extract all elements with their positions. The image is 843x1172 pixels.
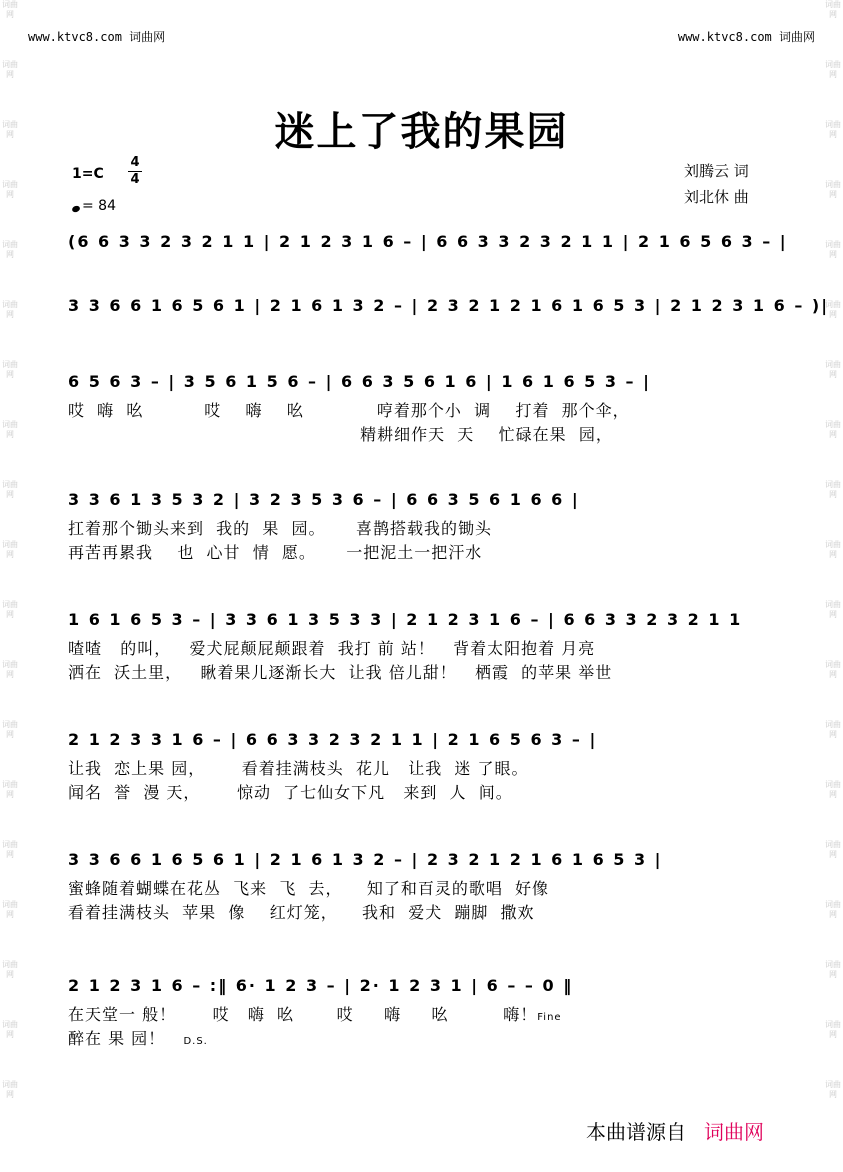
footer-source-text: 本曲谱源自 (586, 1120, 686, 1144)
fine-mark: Fine (537, 1012, 562, 1023)
lyric-line-2: 洒在 沃土里， 瞅着果儿逐渐长大 让我 倍儿甜！ 栖霞 的苹果 举世 (68, 663, 613, 682)
tempo-marking (72, 198, 116, 214)
score-system-4 (68, 490, 778, 564)
score-system-7 (68, 850, 778, 924)
lyric-text: 在天堂一 般！ 哎 嗨 吆 哎 嗨 吆 嗨！ (68, 1005, 538, 1024)
music-line: 3 3 6 6 1 6 5 6 1 | 2 1 6 1 3 2 – | 2 3 2 1 2 1 6 1 6 5 3 | (68, 850, 663, 869)
score-system-1 (68, 232, 788, 258)
lyric-line-2: 闻名 誉 漫 天， 惊动 了七仙女下凡 来到 人 间。 (68, 783, 513, 802)
lyric-line-1: 蜜蜂随着蝴蝶在花丛 飞来 飞 去， 知了和百灵的歌唱 好像 (68, 879, 550, 898)
credits (684, 158, 749, 210)
music-line: 3 3 6 1 3 5 3 2 | 3 2 3 5 3 6 – | 6 6 3 5 6 1 6 6 | (68, 490, 580, 509)
composer: 刘北休 曲 (684, 188, 749, 206)
score-system-3 (68, 372, 778, 446)
watermark-side-left: 词曲网 词曲网 词曲网 词曲网 词曲网 词曲网 词曲网 词曲网 词曲网 词曲网 词曲网 词曲网 词曲网 词曲网 词曲网 词曲网 词曲网 词曲网 词曲网 (2, 0, 18, 1099)
score-system-5 (68, 610, 778, 684)
tempo-value: = 84 (82, 198, 116, 214)
score-system-6 (68, 730, 778, 804)
music-line (68, 976, 778, 1002)
lyricist: 刘腾云 词 (684, 162, 749, 180)
footer-source (586, 1116, 764, 1145)
lyric-line-1: 喳喳 的叫， 爱犬屁颠屁颠跟着 我打 前 站！ 背着太阳抱着 月亮 (68, 639, 596, 658)
lyric-text: 醉在 果 园！ (68, 1029, 166, 1048)
key-signature: 1=C (72, 166, 104, 182)
music-notes: 2 1 2 3 1 6 – :‖ 6· 1 2 3 – | 2· 1 2 3 1 | 6 – – 0 ‖ (68, 976, 574, 995)
score-system-8 (68, 976, 778, 1050)
music-line: 3 3 6 6 1 6 5 6 1 | 2 1 6 1 3 2 – | 2 3 2 1 2 1 6 1 6 5 3 | 2 1 2 3 1 6 – )| (68, 296, 830, 315)
lyric-line-1 (68, 1002, 778, 1026)
site-url-right[interactable]: www.ktvc8.com 词曲网 (677, 30, 815, 44)
lyric-line-1: 哎 嗨 吆 哎 嗨 吆 哼着那个小 调 打着 那个伞， (68, 401, 630, 420)
lyric-line-2 (68, 1026, 778, 1050)
time-signature (128, 156, 142, 187)
time-signature-bottom: 4 (130, 172, 140, 187)
site-url-left[interactable]: www.ktvc8.com 词曲网 (28, 30, 166, 44)
footer-brand-link[interactable]: 词曲网 (704, 1120, 764, 1144)
music-line: 1 6 1 6 5 3 – | 3 3 6 1 3 5 3 3 | 2 1 2 3 1 6 – | 6 6 3 3 2 3 2 1 1 (68, 610, 743, 629)
ds-mark: D.S. (183, 1036, 208, 1047)
lyric-line-1: 让我 恋上果 园， 看着挂满枝头 花儿 让我 迷 了眼。 (68, 759, 529, 778)
music-line: (6 6 3 3 2 3 2 1 1 | 2 1 2 3 1 6 – | 6 6 3 3 2 3 2 1 1 | 2 1 6 5 6 3 – | (68, 232, 788, 251)
score-system-2 (68, 296, 830, 322)
watermark-side-right: 词曲网 词曲网 词曲网 词曲网 词曲网 词曲网 词曲网 词曲网 词曲网 词曲网 词曲网 词曲网 词曲网 词曲网 词曲网 词曲网 词曲网 词曲网 词曲网 (825, 0, 841, 1099)
lyric-line-1: 扛着那个锄头来到 我的 果 园。 喜鹊搭载我的锄头 (68, 519, 492, 538)
time-signature-top: 4 (130, 155, 140, 170)
lyric-line-2: 精耕细作天 天 忙碌在果 园， (68, 425, 613, 444)
lyric-line-2: 看着挂满枝头 苹果 像 红灯笼， 我和 爱犬 蹦脚 撒欢 (68, 903, 535, 922)
music-line: 2 1 2 3 3 1 6 – | 6 6 3 3 2 3 2 1 1 | 2 1 6 5 6 3 – | (68, 730, 598, 749)
quarter-note-icon (71, 205, 81, 213)
music-line: 6 5 6 3 – | 3 5 6 1 5 6 – | 6 6 3 5 6 1 6 | 1 6 1 6 5 3 – | (68, 372, 651, 391)
lyric-line-2: 再苦再累我 也 心甘 情 愿。 一把泥土一把汗水 (68, 543, 483, 562)
song-title: 迷上了我的果园 (274, 109, 569, 155)
